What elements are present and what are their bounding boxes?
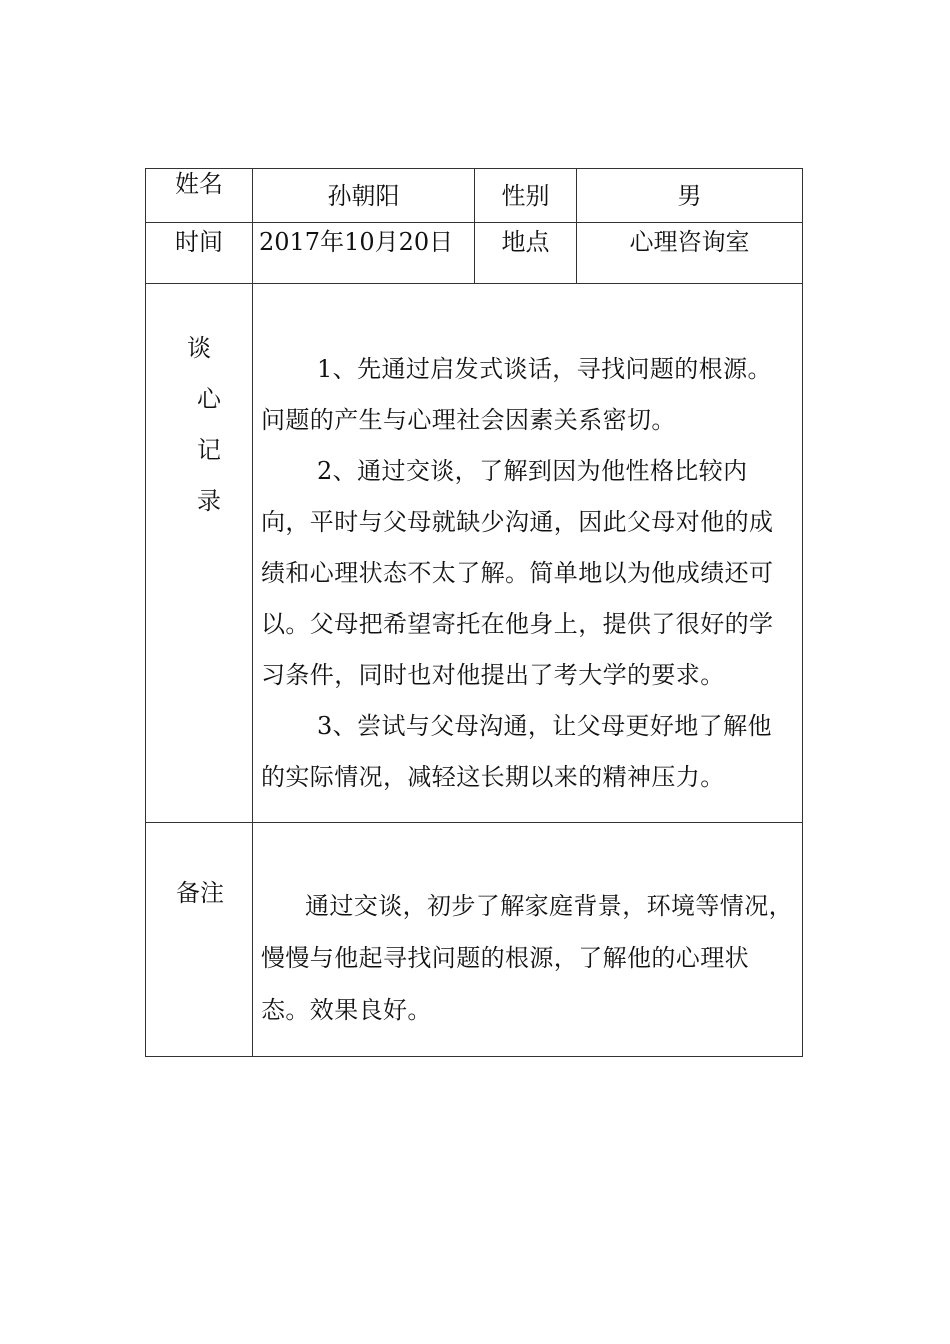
- record-label-char: 记: [197, 436, 221, 464]
- name-label: 姓名: [146, 169, 253, 223]
- time-label: 时间: [146, 223, 253, 284]
- note-text: 通过交谈，初步了解家庭背景，环境等情况，慢慢与他起寻找问题的根源，了解他的心理状态。效果良好。: [261, 892, 793, 1024]
- gender-label: 性别: [475, 169, 577, 223]
- time-value: 2017年10月20日: [253, 223, 475, 284]
- record-row: [146, 284, 803, 823]
- place-value: 心理咨询室: [577, 223, 803, 284]
- record-label-char: 心: [197, 385, 221, 413]
- note-label: 备注: [176, 879, 224, 907]
- note-label-cell: [146, 823, 253, 1057]
- record-label-char: 谈: [187, 334, 211, 362]
- record-label: [146, 284, 252, 538]
- counseling-record-table: [145, 168, 803, 1057]
- record-content-cell: [253, 284, 803, 823]
- record-paragraph: 3、尝试与父母沟通，让父母更好地了解他的实际情况，减轻这长期以来的精神压力。: [261, 712, 772, 791]
- meta-row: [146, 223, 803, 284]
- record-body: [253, 284, 802, 803]
- note-content-cell: [253, 823, 803, 1057]
- record-paragraph: 1、先通过启发式谈话，寻找问题的根源。问题的产生与心理社会因素关系密切。: [261, 355, 772, 434]
- note-body: [253, 823, 802, 1036]
- header-row: [146, 169, 803, 223]
- name-value: 孙朝阳: [253, 169, 475, 223]
- record-label-char: 录: [197, 487, 221, 515]
- record-paragraph: 2、通过交谈，了解到因为他性格比较内向，平时与父母就缺少沟通，因此父母对他的成绩和心理状态不太了解。简单地以为他成绩还可以。父母把希望寄托在他身上，提供了很好的学习条件，同时也对他提出了考大学的要求。: [261, 457, 774, 689]
- record-label-cell: [146, 284, 253, 823]
- gender-value: 男: [577, 169, 803, 223]
- note-row: [146, 823, 803, 1057]
- place-label: 地点: [475, 223, 577, 284]
